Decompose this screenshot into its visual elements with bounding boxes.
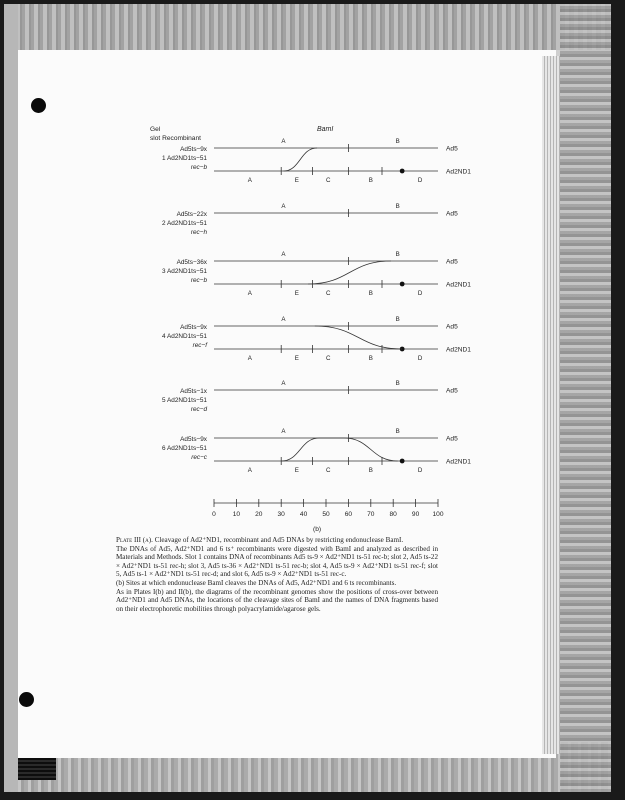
slot-4-fragment-B: B	[368, 355, 373, 362]
slot-6-fragment-C: C	[326, 467, 331, 474]
slot-3-ad2nd1-label: Ad2ND1	[446, 281, 471, 289]
slot-4-fragment-E: E	[294, 355, 299, 362]
slot-2-parent: Ad5ts−22x	[176, 211, 207, 218]
header-gel: Gel	[150, 126, 161, 133]
scale-tick-label-0: 0	[212, 511, 216, 518]
slot-6-parent: Ad5ts−9x	[180, 436, 207, 443]
scale-tick-label-100: 100	[432, 511, 444, 518]
slot-3-rec: rec−b	[190, 277, 207, 284]
slot-4-ad5-label: Ad5	[446, 323, 458, 331]
plate-heading: Plate III (a).	[116, 536, 153, 544]
slot-1-ad2nd1-label: Ad2ND1	[446, 168, 471, 176]
figure-caption	[116, 536, 438, 613]
slot-3-fragment-D: D	[417, 290, 423, 297]
slot-4-ad2nd1-label: Ad2ND1	[446, 346, 471, 354]
enzyme-label: BamI	[317, 126, 334, 133]
slot-5-ad5-label: Ad5	[446, 387, 458, 395]
caption-para-2: (b) Sites at which endonuclease BamI cleaves the DNAs of Ad5, Ad2⁺ND1 and 6 ts recombinants.	[116, 578, 397, 587]
slot-3-crossover-dot	[400, 282, 405, 287]
slot-3-name: 3 Ad2ND1ts−51	[162, 268, 207, 275]
slot-6-crossover-path	[281, 438, 397, 461]
slot-4-name: 4 Ad2ND1ts−51	[162, 333, 207, 340]
slot-3-top-label-b: B	[395, 251, 400, 258]
plate-text: Cleavage of Ad2⁺ND1, recombinant and Ad5 DNAs by restricting endonuclease BamI.	[154, 536, 404, 544]
scale-tick-label-60: 60	[344, 511, 353, 518]
slot-4-fragment-D: D	[417, 355, 423, 362]
slot-6-top-label-a: A	[281, 428, 286, 435]
panel-label-b: (b)	[313, 526, 322, 533]
slot-3-parent: Ad5ts−36x	[176, 259, 207, 266]
slot-1-fragment-B: B	[368, 177, 373, 184]
slot-5-top-label-a: A	[281, 380, 286, 387]
slot-6-fragment-B: B	[368, 467, 373, 474]
slot-6-top-label-b: B	[395, 428, 400, 435]
caption-plate	[116, 536, 438, 545]
slot-1-fragment-C: C	[326, 177, 331, 184]
slot-3-fragment-A: A	[247, 290, 252, 297]
slot-6-fragment-A: A	[247, 467, 252, 474]
slot-4-fragment-A: A	[247, 355, 252, 362]
slot-6-rec: rec−c	[191, 454, 207, 461]
slot-4-crossover-path	[315, 326, 402, 349]
slot-5-parent: Ad5ts−1x	[180, 388, 207, 395]
slot-1-crossover-dot	[400, 169, 405, 174]
slot-3-ad5-label: Ad5	[446, 258, 458, 266]
slot-4-rec: rec−f	[192, 342, 207, 349]
slot-4-parent: Ad5ts−9x	[180, 324, 207, 331]
slot-1-ad5-label: Ad5	[446, 145, 458, 153]
slot-6-name: 6 Ad2ND1ts−51	[162, 445, 207, 452]
scale-tick-label-10: 10	[232, 511, 241, 518]
slot-1-fragment-E: E	[294, 177, 299, 184]
slot-6-ad5-label: Ad5	[446, 435, 458, 443]
caption-para-1: The DNAs of Ad5, Ad2⁺ND1 and 6 ts⁺ recombinants were digested with BamI and analyzed as described in Materials and Methods. Slot 1 contains DNA of recombinants Ad5 ts-9 × Ad2⁺ND1 ts-51 rec-b; slot 2, Ad5 ts-22 × Ad2⁺ND1 ts-51 rec-h; slot 3, Ad5 ts-36 × Ad2⁺ND1 ts-51 rec-b; slot 4, Ad5 ts-9 × Ad2⁺ND1 ts-51 rec-f; slot 5, Ad5 ts-1 × Ad2⁺ND1 ts-51 rec-d; and slot 6, Ad5 ts-9 × Ad2⁺ND1 ts-51 rec-c.	[116, 544, 438, 579]
slot-3-fragment-C: C	[326, 290, 331, 297]
scale-tick-label-50: 50	[322, 511, 330, 518]
slot-4-top-label-a: A	[281, 316, 286, 323]
slot-2-name: 2 Ad2ND1ts−51	[162, 220, 207, 227]
slot-6-fragment-D: D	[417, 467, 423, 474]
slot-1-top-label-b: B	[395, 138, 400, 145]
slot-1-parent: Ad5ts−9x	[180, 146, 207, 153]
slot-3-crossover-path	[308, 261, 391, 284]
slot-6-crossover-dot	[400, 459, 405, 464]
scale-tick-label-70: 70	[367, 511, 375, 518]
slot-3-top-label-a: A	[281, 251, 286, 258]
scale-tick-label-20: 20	[255, 511, 263, 518]
caption-para-3: As in Plates I(b) and II(b), the diagrams of the recombinant genomes show the positions of cross-over between Ad2⁺ND1 and Ad5 DNAs, the locations of the cleavage sites of BamI and the names of DNA fragments based on their electrophoretic mobilities through polyacrylamide/agarose gels.	[116, 587, 438, 613]
slot-5-name: 5 Ad2ND1ts−51	[162, 397, 207, 404]
slot-2-top-label-a: A	[281, 203, 286, 210]
slot-6-fragment-E: E	[294, 467, 299, 474]
scale-tick-label-90: 90	[411, 511, 420, 518]
header-slot-recombinant: slot Recombinant	[150, 135, 201, 142]
slot-1-fragment-D: D	[417, 177, 423, 184]
slot-2-rec: rec−h	[190, 229, 207, 236]
slot-5-top-label-b: B	[395, 380, 400, 387]
scale-tick-label-40: 40	[299, 511, 308, 518]
slot-2-top-label-b: B	[395, 203, 400, 210]
slot-2-ad5-label: Ad5	[446, 210, 458, 218]
slot-1-fragment-A: A	[247, 177, 252, 184]
slot-6-ad2nd1-label: Ad2ND1	[446, 458, 471, 466]
slot-1-top-label-a: A	[281, 138, 286, 145]
slot-1-crossover-path	[283, 148, 317, 171]
slot-1-rec: rec−b	[190, 164, 207, 171]
slot-4-top-label-b: B	[395, 316, 400, 323]
scale-tick-label-30: 30	[277, 511, 285, 518]
slot-4-fragment-C: C	[326, 355, 331, 362]
slot-3-fragment-B: B	[368, 290, 373, 297]
slot-3-fragment-E: E	[294, 290, 299, 297]
slot-5-rec: rec−d	[190, 406, 207, 413]
scale-tick-label-80: 80	[389, 511, 397, 518]
slot-1-name: 1 Ad2ND1ts−51	[162, 155, 207, 162]
